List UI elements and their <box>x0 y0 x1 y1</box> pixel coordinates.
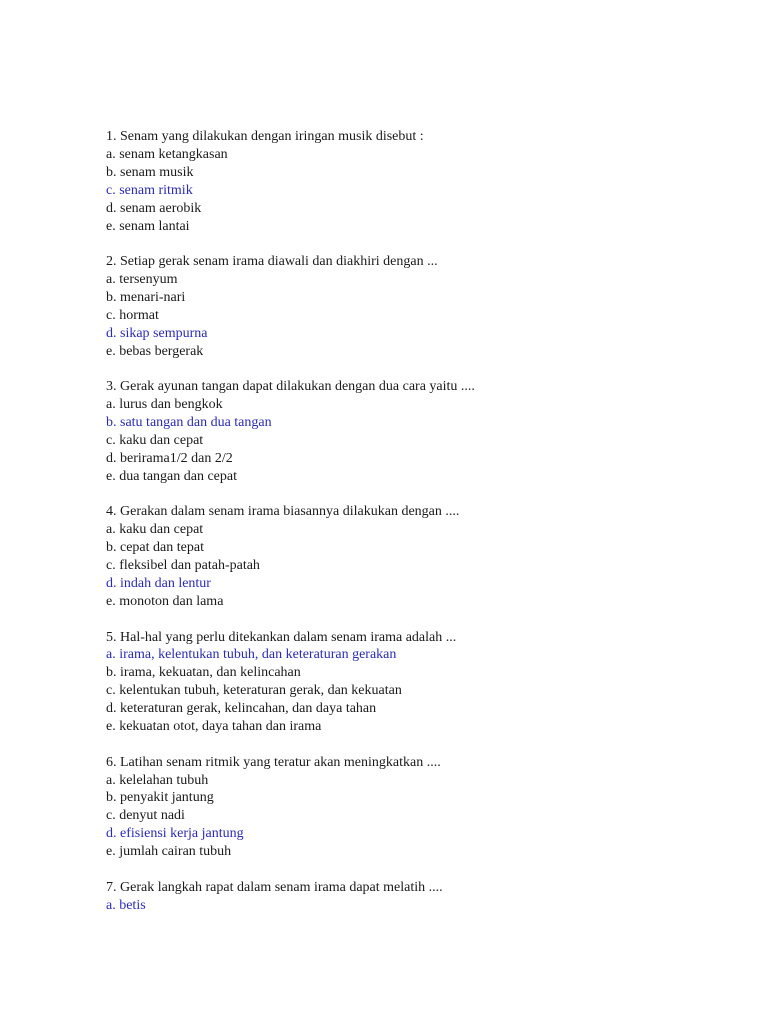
answer-option: e. monoton dan lama <box>106 593 224 609</box>
question-text: 1. Senam yang dilakukan dengan iringan musik disebut : <box>106 129 424 144</box>
answer-option: c. denyut nadi <box>106 808 185 824</box>
answer-option-correct: a. betis <box>106 897 146 913</box>
question-text: 3. Gerak ayunan tangan dapat dilakukan dengan dua cara yaitu .... <box>106 379 475 395</box>
question-block <box>106 879 746 915</box>
answer-option-correct: c. senam ritmik <box>106 182 193 198</box>
answer-option: e. dua tangan dan cepat <box>106 468 237 484</box>
question-block <box>106 503 746 610</box>
question-text: 4. Gerakan dalam senam irama biasannya dilakukan dengan .... <box>106 504 460 520</box>
question-block <box>106 629 746 736</box>
answer-option-correct: a. irama, kelentukan tubuh, dan keteraturan gerakan <box>106 647 397 663</box>
answer-option-correct: d. sikap sempurna <box>106 325 208 341</box>
question-block <box>106 253 746 360</box>
answer-option: d. berirama1/2 dan 2/2 <box>106 450 233 466</box>
answer-option: c. kaku dan cepat <box>106 432 204 448</box>
answer-option: b. penyakit jantung <box>106 790 214 806</box>
answer-option: b. cepat dan tepat <box>106 540 204 556</box>
answer-option: a. lurus dan bengkok <box>106 397 223 413</box>
answer-option: b. irama, kekuatan, dan kelincahan <box>106 665 301 681</box>
answer-option: d. keteraturan gerak, kelincahan, dan daya tahan <box>106 701 377 717</box>
answer-option: a. tersenyum <box>106 272 178 288</box>
question-text: 7. Gerak langkah rapat dalam senam irama dapat melatih .... <box>106 879 443 895</box>
answer-option: c. fleksibel dan patah-patah <box>106 558 260 574</box>
question-text: 2. Setiap gerak senam irama diawali dan diakhiri dengan ... <box>106 254 438 270</box>
answer-option: c. kelentukan tubuh, keteraturan gerak, dan kekuatan <box>106 683 402 699</box>
question-block <box>106 128 746 235</box>
answer-option: b. menari-nari <box>106 289 186 305</box>
question-block <box>106 754 746 861</box>
answer-option: e. bebas bergerak <box>106 343 204 359</box>
quiz-document <box>106 128 746 932</box>
answer-option-correct: d. efisiensi kerja jantung <box>106 826 244 842</box>
answer-option: a. kaku dan cepat <box>106 522 204 538</box>
question-text: 6. Latihan senam ritmik yang teratur akan meningkatkan .... <box>106 754 441 770</box>
answer-option: e. senam lantai <box>106 218 190 234</box>
answer-option-correct: d. indah dan lentur <box>106 576 211 591</box>
answer-option: e. jumlah cairan tubuh <box>106 844 232 860</box>
answer-option: d. senam aerobik <box>106 200 202 216</box>
answer-option: a. senam ketangkasan <box>106 146 228 162</box>
answer-option: b. senam musik <box>106 164 194 180</box>
answer-option: a. kelelahan tubuh <box>106 772 209 788</box>
answer-option: e. kekuatan otot, daya tahan dan irama <box>106 719 322 735</box>
answer-option-correct: b. satu tangan dan dua tangan <box>106 415 272 431</box>
question-text: 5. Hal-hal yang perlu ditekankan dalam senam irama adalah ... <box>106 629 457 645</box>
answer-option: c. hormat <box>106 307 159 323</box>
question-block <box>106 378 746 485</box>
